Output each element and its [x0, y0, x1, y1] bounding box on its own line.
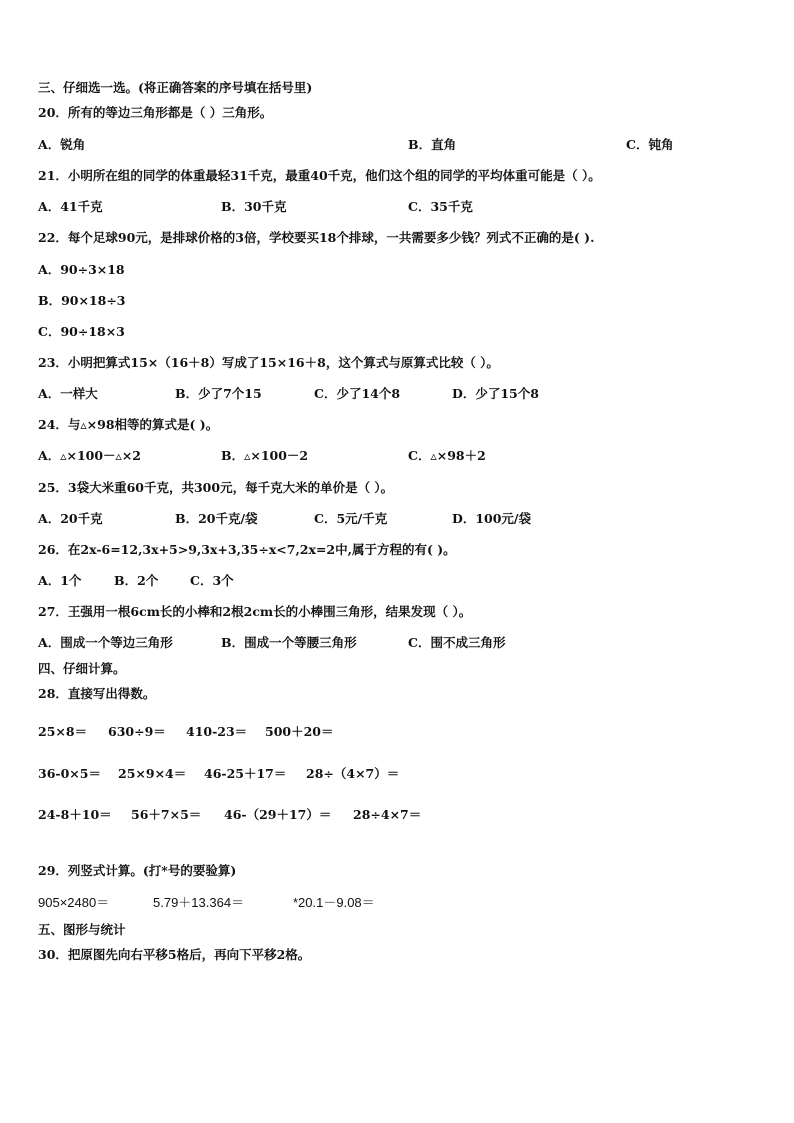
q23-option-c: C．少了14个8 [314, 386, 401, 401]
q25-option-d: D．100元/袋 [452, 511, 531, 526]
q23-option-d: D．少了15个8 [452, 386, 539, 401]
q22-option-a: A．90÷3×18 [38, 262, 125, 277]
q25-option-a: A．20千克 [38, 511, 103, 526]
q27-option-a: A．围成一个等边三角形 [38, 635, 173, 650]
question-30: 30．把原图先向右平移5格后，再向下平移2格。 [38, 947, 311, 962]
q24-option-b: B．▵×100－2 [221, 448, 309, 463]
question-27: 27．王强用一根6cm长的小棒和2根2cm长的小棒围三角形，结果发现（ ）。 [38, 604, 472, 619]
q28-item: 36-0×5＝ [38, 766, 101, 781]
q29-item: 905×2480＝ [38, 895, 110, 910]
question-29: 29．列竖式计算。(打*号的要验算) [38, 863, 237, 878]
q23-option-a: A．一样大 [38, 386, 98, 401]
q26-option-b: B．2个 [114, 573, 159, 588]
q21-option-a: A．41千克 [38, 199, 103, 214]
q20-option-c: C．钝角 [626, 137, 674, 152]
q25-option-c: C．5元/千克 [314, 511, 388, 526]
q27-option-c: C．围不成三角形 [408, 635, 506, 650]
q20-option-a: A．锐角 [38, 137, 86, 152]
q28-item: 630÷9＝ [108, 724, 166, 739]
q24-option-c: C．▵×98＋2 [408, 448, 486, 463]
q29-item: *20.1－9.08＝ [293, 895, 375, 910]
section-4-heading: 四、仔细计算。 [38, 661, 126, 676]
question-22: 22．每个足球90元，是排球价格的3倍，学校要买18个排球，一共需要多少钱？列式不正确的是( ). [38, 230, 595, 245]
q21-option-b: B．30千克 [221, 199, 287, 214]
q28-item: 25×8＝ [38, 724, 88, 739]
q28-item: 25×9×4＝ [118, 766, 187, 781]
q28-item: 410-23＝ [186, 724, 248, 739]
q25-option-b: B．20千克/袋 [175, 511, 258, 526]
q23-option-b: B．少了7个15 [175, 386, 262, 401]
q21-option-c: C．35千克 [408, 199, 473, 214]
q29-item: 5.79＋13.364＝ [153, 895, 245, 910]
q22-option-b: B．90×18÷3 [38, 293, 126, 308]
q28-item: 28÷4×7＝ [353, 807, 422, 822]
q27-option-b: B．围成一个等腰三角形 [221, 635, 357, 650]
q22-option-c: C．90÷18×3 [38, 324, 125, 339]
q20-option-b: B．直角 [408, 137, 457, 152]
section-3-heading: 三、仔细选一选。(将正确答案的序号填在括号里) [38, 80, 313, 95]
section-5-heading: 五、图形与统计 [38, 922, 126, 937]
question-20: 20．所有的等边三角形都是（ ）三角形。 [38, 105, 273, 120]
q28-item: 500＋20＝ [265, 724, 334, 739]
question-25: 25．3袋大米重60千克，共300元，每千克大米的单价是（ ）。 [38, 480, 394, 495]
q28-item: 46-（29＋17）＝ [224, 807, 332, 822]
question-23: 23．小明把算式15×（16＋8）写成了15×16＋8，这个算式与原算式比较（ ）。 [38, 355, 499, 370]
question-26: 26．在2x-6=12,3x+5>9,3x+3,35÷x<7,2x=2中,属于方程的有( )。 [38, 542, 456, 557]
q28-item: 46-25＋17＝ [204, 766, 287, 781]
q26-option-c: C．3个 [190, 573, 234, 588]
question-28: 28．直接写出得数。 [38, 686, 156, 701]
q28-item: 28÷（4×7）＝ [306, 766, 400, 781]
question-21: 21．小明所在组的同学的体重最轻31千克，最重40千克，他们这个组的同学的平均体重可能是（ ）。 [38, 168, 601, 183]
q24-option-a: A．▵×100－▵×2 [38, 448, 141, 463]
q28-item: 56＋7×5＝ [131, 807, 202, 822]
q26-option-a: A．1个 [38, 573, 82, 588]
q28-item: 24-8＋10＝ [38, 807, 112, 822]
question-24: 24．与▵×98相等的算式是( )。 [38, 417, 219, 432]
